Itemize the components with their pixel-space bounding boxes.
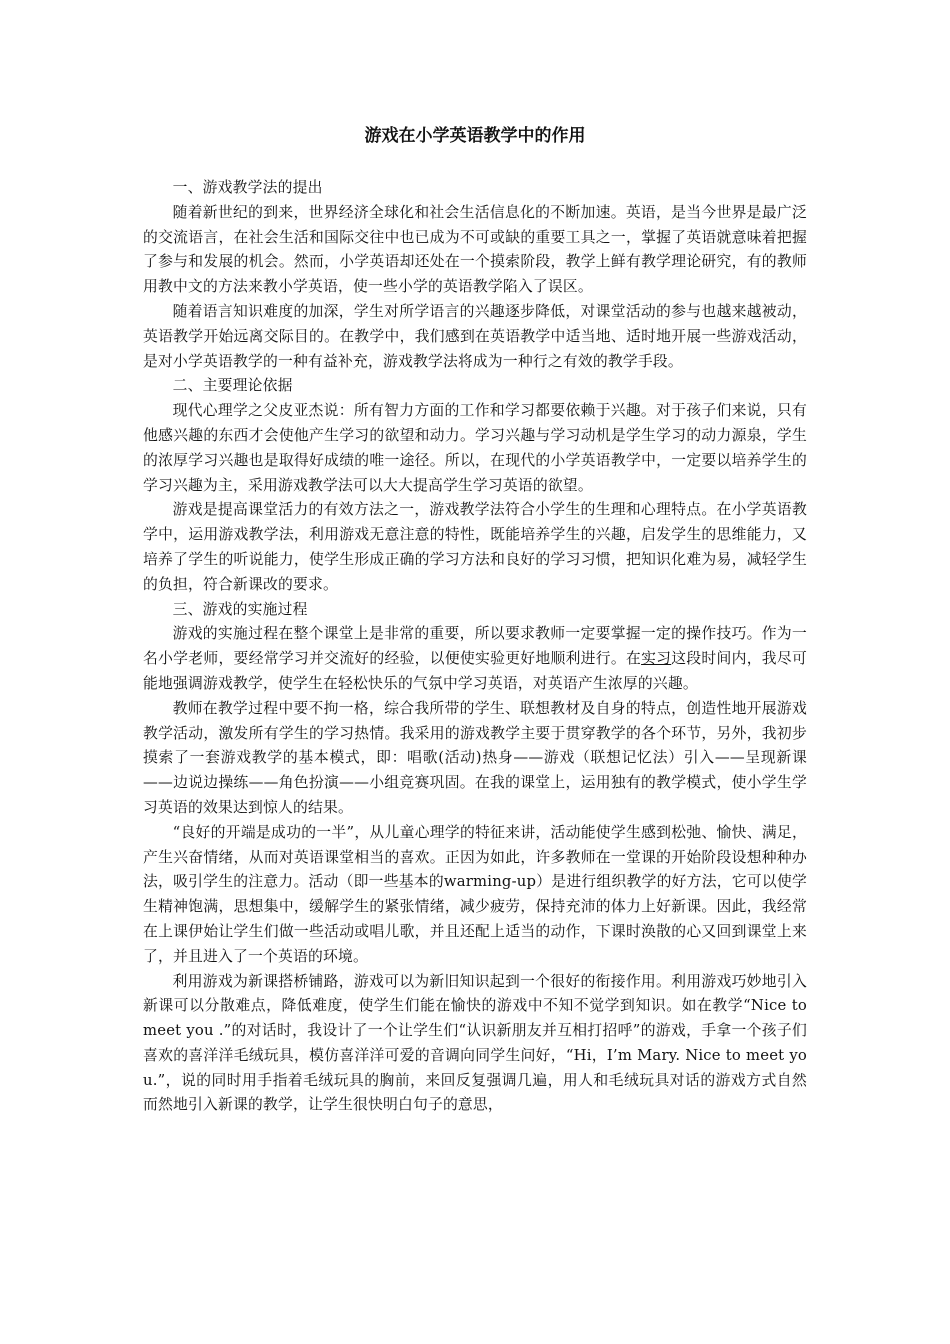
section-heading-1: 一、游戏教学法的提出: [172, 179, 323, 196]
paragraph: 随着新世纪的到来，世界经济全球化和社会生活信息化的不断加速。英语，是当今世界是最广泛的交流语言，在社会生活和国际交往中也已成为不可或缺的重要工具之一，掌握了英语就意味着把握了参与和发展的机会。然而，小学英语却还处在一个摸索阶段，教学上鲜有教学理论研究，有的教师用教中文的方法来教小学英语，使一些小学的英语教学陷入了误区。: [143, 203, 807, 296]
paragraph: “良好的开端是成功的一半”，从儿童心理学的特征来讲，活动能使学生感到松弛、愉快、满足，产生兴奋情绪，从而对英语课堂相当的喜欢。正因为如此，许多教师在一堂课的开始阶段设想种种办法，吸引学生的注意力。活动（即一些基本的warming-up）是进行组织教学的好方法，它可以使学生精神饱满，思想集中，缓解学生的紧张情绪，减少疲劳，保持充沛的体力上好新课。因此，我经常在上课伊始让学生们做一些活动或唱儿歌，并且还配上适当的动作，下课时涣散的心又回到课堂上来了，并且进入了一个英语的环境。: [143, 823, 807, 965]
document-title: 游戏在小学英语教学中的作用: [364, 126, 586, 146]
paragraph-text: 这段时间内，我尽可能地强调游戏教学，使学生在轻松快乐的气氛中学习英语，对英语产生浓厚的兴趣。: [143, 650, 807, 692]
section-heading-2: 二、主要理论依据: [172, 377, 293, 395]
section-heading-3: 三、游戏的实施过程: [172, 600, 308, 618]
paragraph: [143, 622, 807, 696]
paragraph: 随着语言知识难度的加深，学生对所学语言的兴趣逐步降低，对课堂活动的参与也越来越被动，英语教学开始远离交际目的。在教学中，我们感到在英语教学中适当地、适时地开展一些游戏活动，是对小学英语教学的一种有益补充，游戏教学法将成为一种行之有效的教学手段。: [143, 302, 807, 370]
paragraph: 利用游戏为新课搭桥铺路，游戏可以为新旧知识起到一个很好的衔接作用。利用游戏巧妙地引入新课可以分散难点，降低难度，使学生们能在愉快的游戏中不知不觉学到知识。如在教学“Nice to meet you .”的对话时，我设计了一个让学生们“认识新朋友并互相打招呼”的游戏，手拿一个孩子们喜欢的喜洋洋毛绒玩具，模仿喜洋洋可爱的音调向同学生问好，“Hi，I’m Mary. Nice to meet you.”，说的同时用手指着毛绒玩具的胸前，来回反复强调几遍，用人和毛绒玩具对话的游戏方式自然而然地引入新课的教学，让学生很快明白句子的意思，: [143, 972, 807, 1114]
paragraph-text: 游戏的实施过程在整个课堂上是非常的重要，所以要求教师一定要掌握一定的操作技巧。作为一名小学老师，要经常学习并交流好的经验，以便使实验更好地顺利进行。在: [143, 625, 807, 668]
paragraph: 游戏是提高课堂活力的有效方法之一，游戏教学法符合小学生的生理和心理特点。在小学英语教学中，运用游戏教学法，利用游戏无意注意的特性，既能培养学生的兴趣，启发学生的思维能力，又培养了学生的听说能力，使学生形成正确的学习方法和良好的学习习惯，把知识化难为易，减轻学生的负担，符合新课改的要求。: [143, 501, 807, 593]
paragraph: 现代心理学之父皮亚杰说：所有智力方面的工作和学习都要依赖于兴趣。对于孩子们来说，只有他感兴趣的东西才会使他产生学习的欲望和动力。学习兴趣与学习动机是学生学习的动力源泉，学生的浓厚学习兴趣也是取得好成绩的唯一途径。所以，在现代的小学英语教学中，一定要以培养学生的学习兴趣为主，采用游戏教学法可以大大提高学生学习英语的欲望。: [143, 402, 807, 494]
document-body: [143, 124, 807, 1118]
underlined-term: 实习: [641, 650, 672, 668]
paragraph: 教师在教学过程中要不拘一格，综合我所带的学生、联想教材及自身的特点，创造性地开展游戏教学活动，激发所有学生的学习热情。我采用的游戏教学主要于贯穿教学的各个环节，另外，我初步摸索了一套游戏教学的基本模式，即：唱歌(活动)热身——游戏（联想记忆法）引入——呈现新课——边说边操练——角色扮演——小组竞赛巩固。在我的课堂上，运用独有的教学模式，使小学生学习英语的效果达到惊人的结果。: [143, 699, 807, 816]
